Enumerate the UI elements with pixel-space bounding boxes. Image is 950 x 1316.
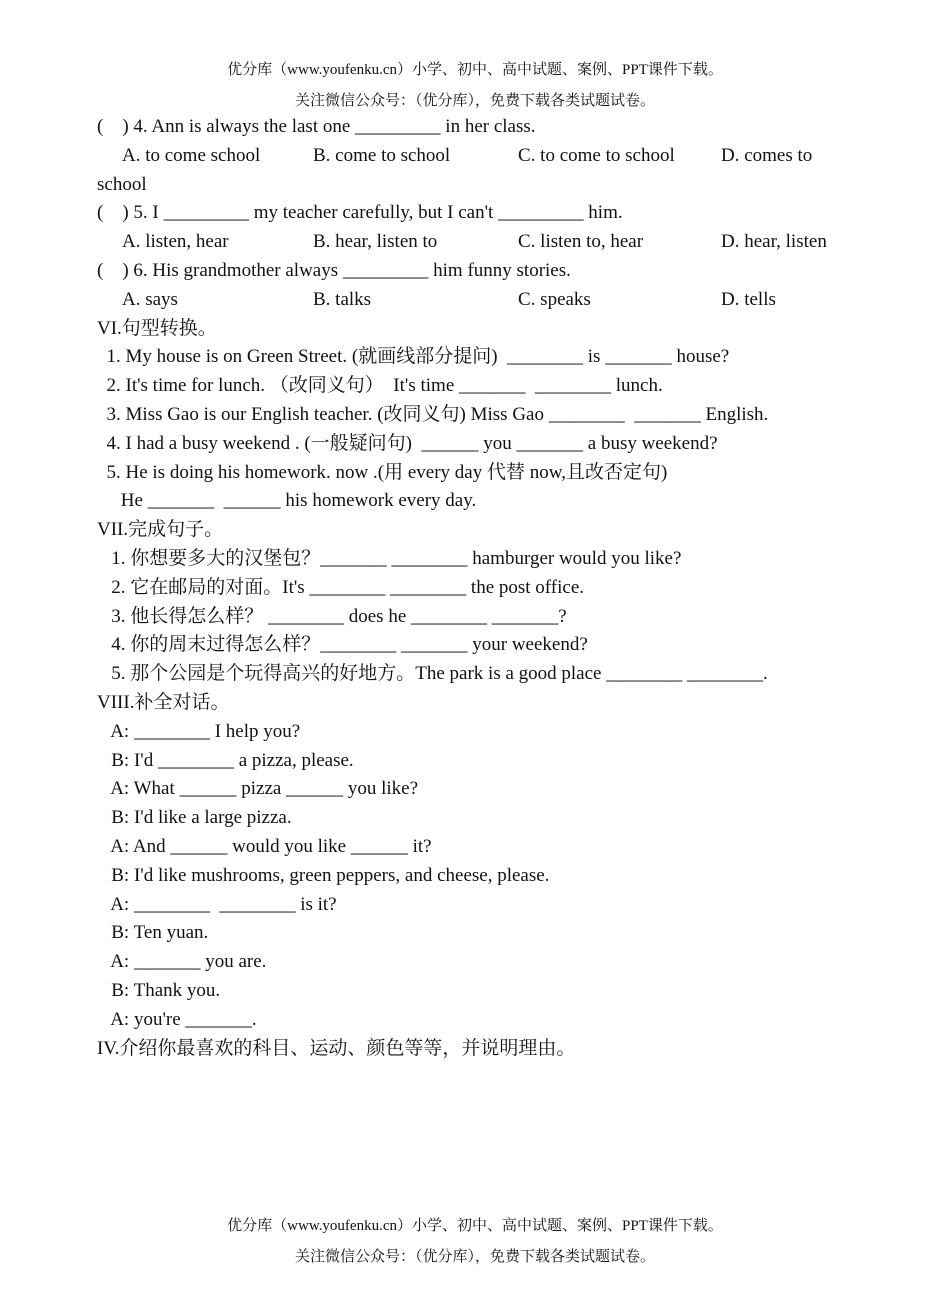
option-d: D. hear, listen <box>721 231 827 253</box>
option-a: A. says <box>122 288 178 310</box>
dialogue-line: A: ________ ________ is it? <box>97 893 337 915</box>
header-line-2: 关注微信公众号：（优分库），免费下载各类试题试卷。 <box>294 93 655 109</box>
section-6-item: 5. He is doing his homework. now .(用 every day 代替 now,且改否定句) <box>97 461 668 483</box>
option-d: D. tells <box>721 288 776 310</box>
dialogue-line: B: I'd like a large pizza. <box>97 807 292 829</box>
question-6-stem: ( ) 6. His grandmother always _________ him funny stories. <box>97 259 571 281</box>
section-7-item: 3. 他长得怎么样？ ________ does he ________ _______? <box>97 605 567 627</box>
dialogue-line: B: Ten yuan. <box>97 922 209 944</box>
header-line-1: 优分库（www.youfenku.cn）小学、初中、高中试题、案例、PPT课件下载。 <box>227 62 723 78</box>
dialogue-line: B: I'd ________ a pizza, please. <box>97 749 354 771</box>
page-header <box>0 55 950 117</box>
section-7-item: 4. 你的周末过得怎么样？________ _______ your weekend? <box>97 634 588 656</box>
option-d: D. comes to <box>721 144 813 166</box>
page-footer <box>0 1211 950 1273</box>
footer-line-1: 优分库（www.youfenku.cn）小学、初中、高中试题、案例、PPT课件下载。 <box>227 1218 723 1234</box>
option-b: B. talks <box>313 288 372 310</box>
option-c: C. to come to school <box>518 144 675 166</box>
option-c: C. speaks <box>518 288 591 310</box>
dialogue-line: A: What ______ pizza ______ you like? <box>97 778 419 800</box>
dialogue-line: A: And ______ would you like ______ it? <box>97 835 432 857</box>
section-6-item: He _______ ______ his homework every day. <box>97 490 477 512</box>
dialogue-line: B: I'd like mushrooms, green peppers, and cheese, please. <box>97 864 550 886</box>
dialogue-line: B: Thank you. <box>97 979 221 1001</box>
section-6-item: 1. My house is on Green Street. (就画线部分提问) ________ is _______ house? <box>97 346 730 368</box>
section-6-title: VI.句型转换。 <box>97 317 217 339</box>
dialogue-line: A: _______ you are. <box>97 951 267 973</box>
section-9-title: IV.介绍你最喜欢的科目、运动、颜色等等，并说明理由。 <box>97 1037 576 1059</box>
dialogue-line: A: ________ I help you? <box>97 720 301 742</box>
worksheet-content <box>97 113 857 1063</box>
section-7-title: VII.完成句子。 <box>97 519 224 541</box>
option-b: B. come to school <box>313 144 451 166</box>
section-6-item: 4. I had a busy weekend . (一般疑问句) ______ you _______ a busy weekend? <box>97 432 718 454</box>
section-6-item: 2. It's time for lunch. （改同义句） It's time _______ ________ lunch. <box>97 375 663 397</box>
section-8-title: VIII.补全对话。 <box>97 691 230 713</box>
section-7-item: 5. 那个公园是个玩得高兴的好地方。The park is a good place ________ ________. <box>97 663 768 685</box>
question-5-options <box>97 228 857 257</box>
footer-line-2: 关注微信公众号：（优分库），免费下载各类试题试卷。 <box>294 1249 655 1265</box>
question-4-stem: ( ) 4. Ann is always the last one _________ in her class. <box>97 116 536 137</box>
option-b: B. hear, listen to <box>313 231 438 253</box>
question-6-options <box>97 286 857 315</box>
option-a: A. to come school <box>122 144 261 166</box>
option-c: C. listen to, hear <box>518 231 644 253</box>
section-6-item: 3. Miss Gao is our English teacher. (改同义句) Miss Gao ________ _______ English. <box>97 403 769 425</box>
dialogue-line: A: you're _______. <box>97 1008 257 1030</box>
question-5-stem: ( ) 5. I _________ my teacher carefully, but I can't _________ him. <box>97 202 623 224</box>
section-7-item: 2. 它在邮局的对面。It's ________ ________ the post office. <box>97 576 585 598</box>
option-a: A. listen, hear <box>122 231 229 253</box>
question-4-options <box>97 142 857 171</box>
section-7-item: 1. 你想要多大的汉堡包？_______ ________ hamburger would you like? <box>97 547 682 569</box>
question-4-option-wrap: school <box>97 173 147 195</box>
